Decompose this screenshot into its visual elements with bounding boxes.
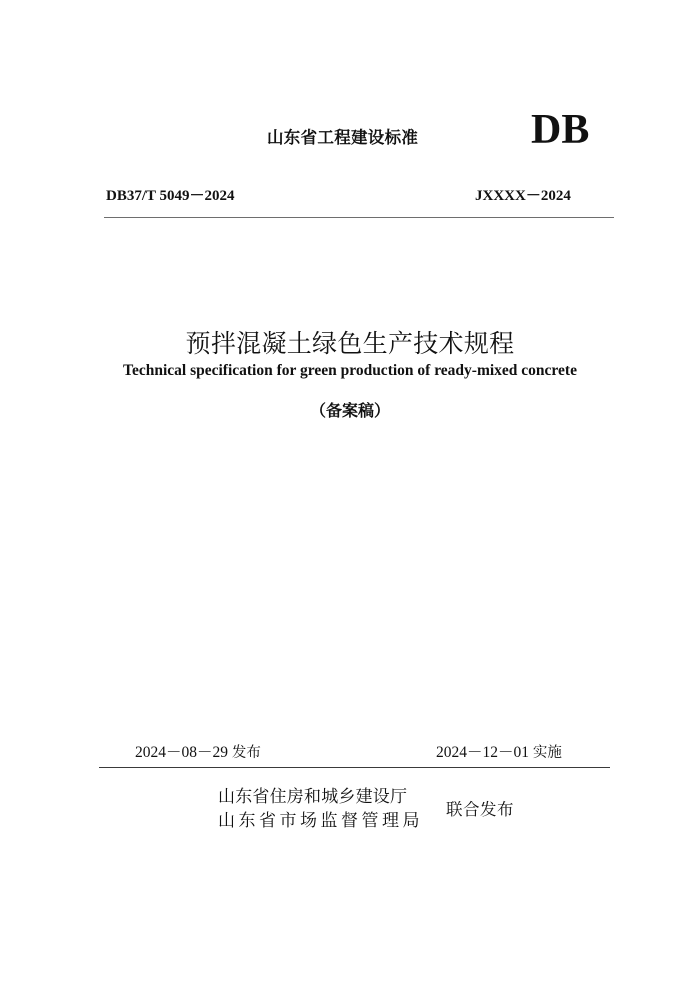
issuer-agency: 山东省市场监督管理局 <box>218 811 423 831</box>
effective-date-line <box>436 744 562 762</box>
header-divider <box>104 217 614 218</box>
issue-date: 2024－08－29 <box>135 744 229 761</box>
footer-divider <box>99 767 610 768</box>
joint-issue-label: 联合发布 <box>446 800 514 819</box>
record-number: JXXXX－2024 <box>475 188 571 204</box>
effective-date: 2024－12－01 <box>436 744 530 761</box>
document-title-chinese: 预拌混凝土绿色生产技术规程 <box>185 329 515 358</box>
standard-series-label: 山东省工程建设标准 <box>267 128 419 147</box>
effective-label: 实施 <box>532 745 562 761</box>
issue-date-line <box>135 744 261 762</box>
issue-label: 发布 <box>231 745 261 761</box>
db-mark: DB <box>531 107 590 153</box>
standard-number: DB37/T 5049－2024 <box>106 188 235 204</box>
draft-status-label: （备案稿） <box>309 401 390 420</box>
issuer-agency: 山东省住房和城乡建设厅 <box>218 787 408 807</box>
document-title-english: Technical specification for green production of ready-mixed concrete <box>123 362 577 379</box>
